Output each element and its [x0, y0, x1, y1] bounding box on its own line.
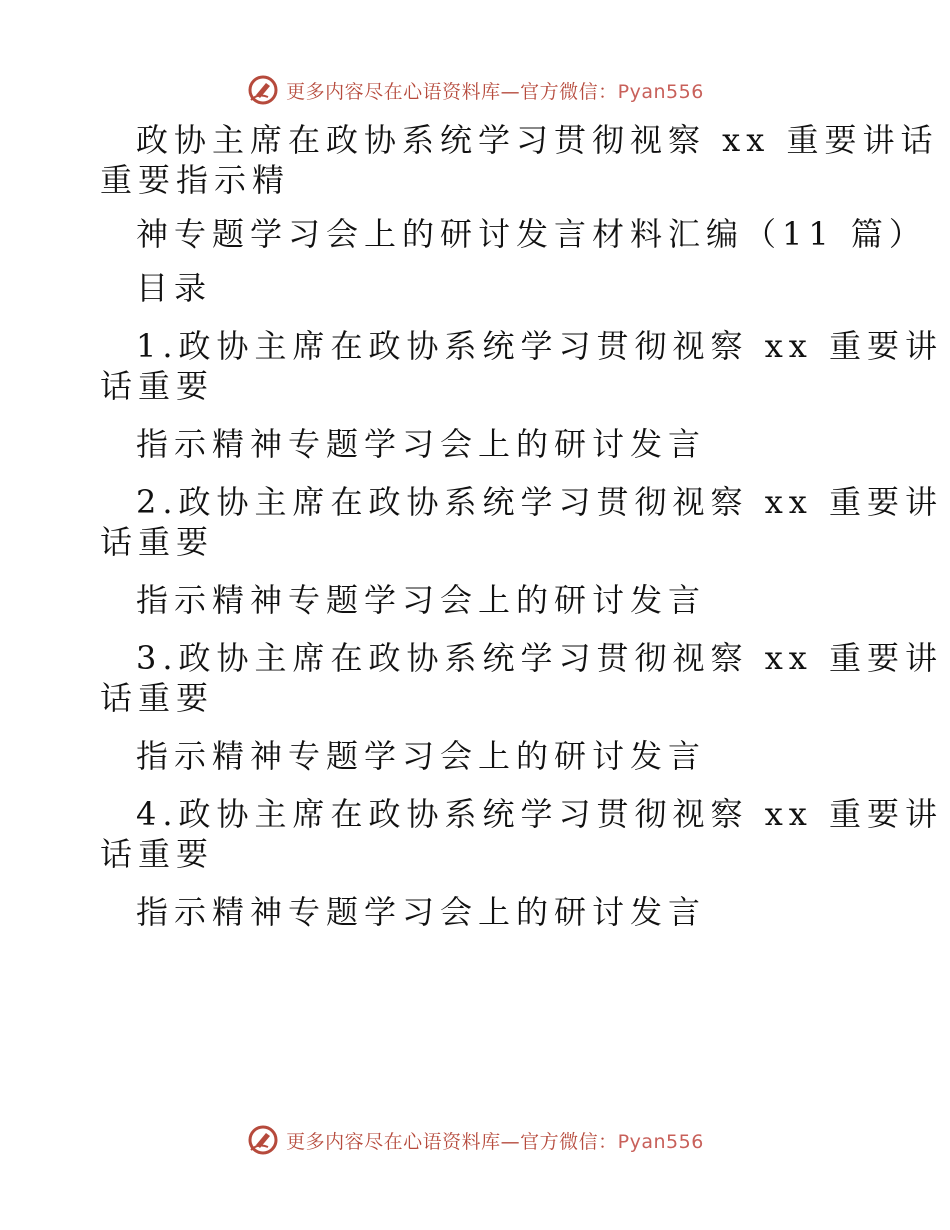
watermark-wechat-id: Pyan556 [617, 80, 704, 103]
toc-item-line: 话重要 [100, 523, 215, 561]
toc-item-line: 指示精神专题学习会上的研讨发言 [136, 737, 707, 775]
toc-item-line: 2.政协主席在政协系统学习贯彻视察 xx 重要讲 [136, 483, 943, 521]
toc-item-2 [100, 482, 943, 620]
header-watermark [0, 70, 950, 110]
toc-item-line: 指示精神专题学习会上的研讨发言 [136, 581, 707, 619]
watermark-text [286, 1127, 704, 1154]
footer-watermark [0, 1120, 950, 1160]
document-body [100, 120, 943, 932]
watermark-label: 更多内容尽在心语资料库—官方微信： [286, 1130, 618, 1153]
watermark-text [286, 77, 704, 104]
doc-title-line-1: 政协主席在政协系统学习贯彻视察 xx 重要讲话 [136, 121, 939, 159]
brand-logo-icon [246, 1123, 280, 1157]
toc-item-line: 指示精神专题学习会上的研讨发言 [136, 425, 707, 463]
toc-item-line: 话重要 [100, 679, 215, 717]
toc-item-3 [100, 638, 943, 776]
brand-logo-icon [246, 73, 280, 107]
toc-item-line: 4.政协主席在政协系统学习贯彻视察 xx 重要讲 [136, 795, 943, 833]
toc-item-line: 3.政协主席在政协系统学习贯彻视察 xx 重要讲 [136, 639, 943, 677]
toc-item-4 [100, 794, 943, 932]
toc-item-line: 指示精神专题学习会上的研讨发言 [136, 893, 707, 931]
doc-title-line-3: 神专题学习会上的研讨发言材料汇编（11 篇） [136, 215, 927, 253]
toc-heading: 目录 [136, 269, 213, 307]
toc-item-line: 1.政协主席在政协系统学习贯彻视察 xx 重要讲 [136, 327, 943, 365]
watermark-label: 更多内容尽在心语资料库—官方微信： [286, 80, 618, 103]
toc-item-1 [100, 326, 943, 464]
toc-item-line: 话重要 [100, 367, 215, 405]
doc-title-line-2: 重要指示精 [100, 161, 291, 199]
watermark-wechat-id: Pyan556 [617, 1130, 704, 1153]
toc-item-line: 话重要 [100, 835, 215, 873]
